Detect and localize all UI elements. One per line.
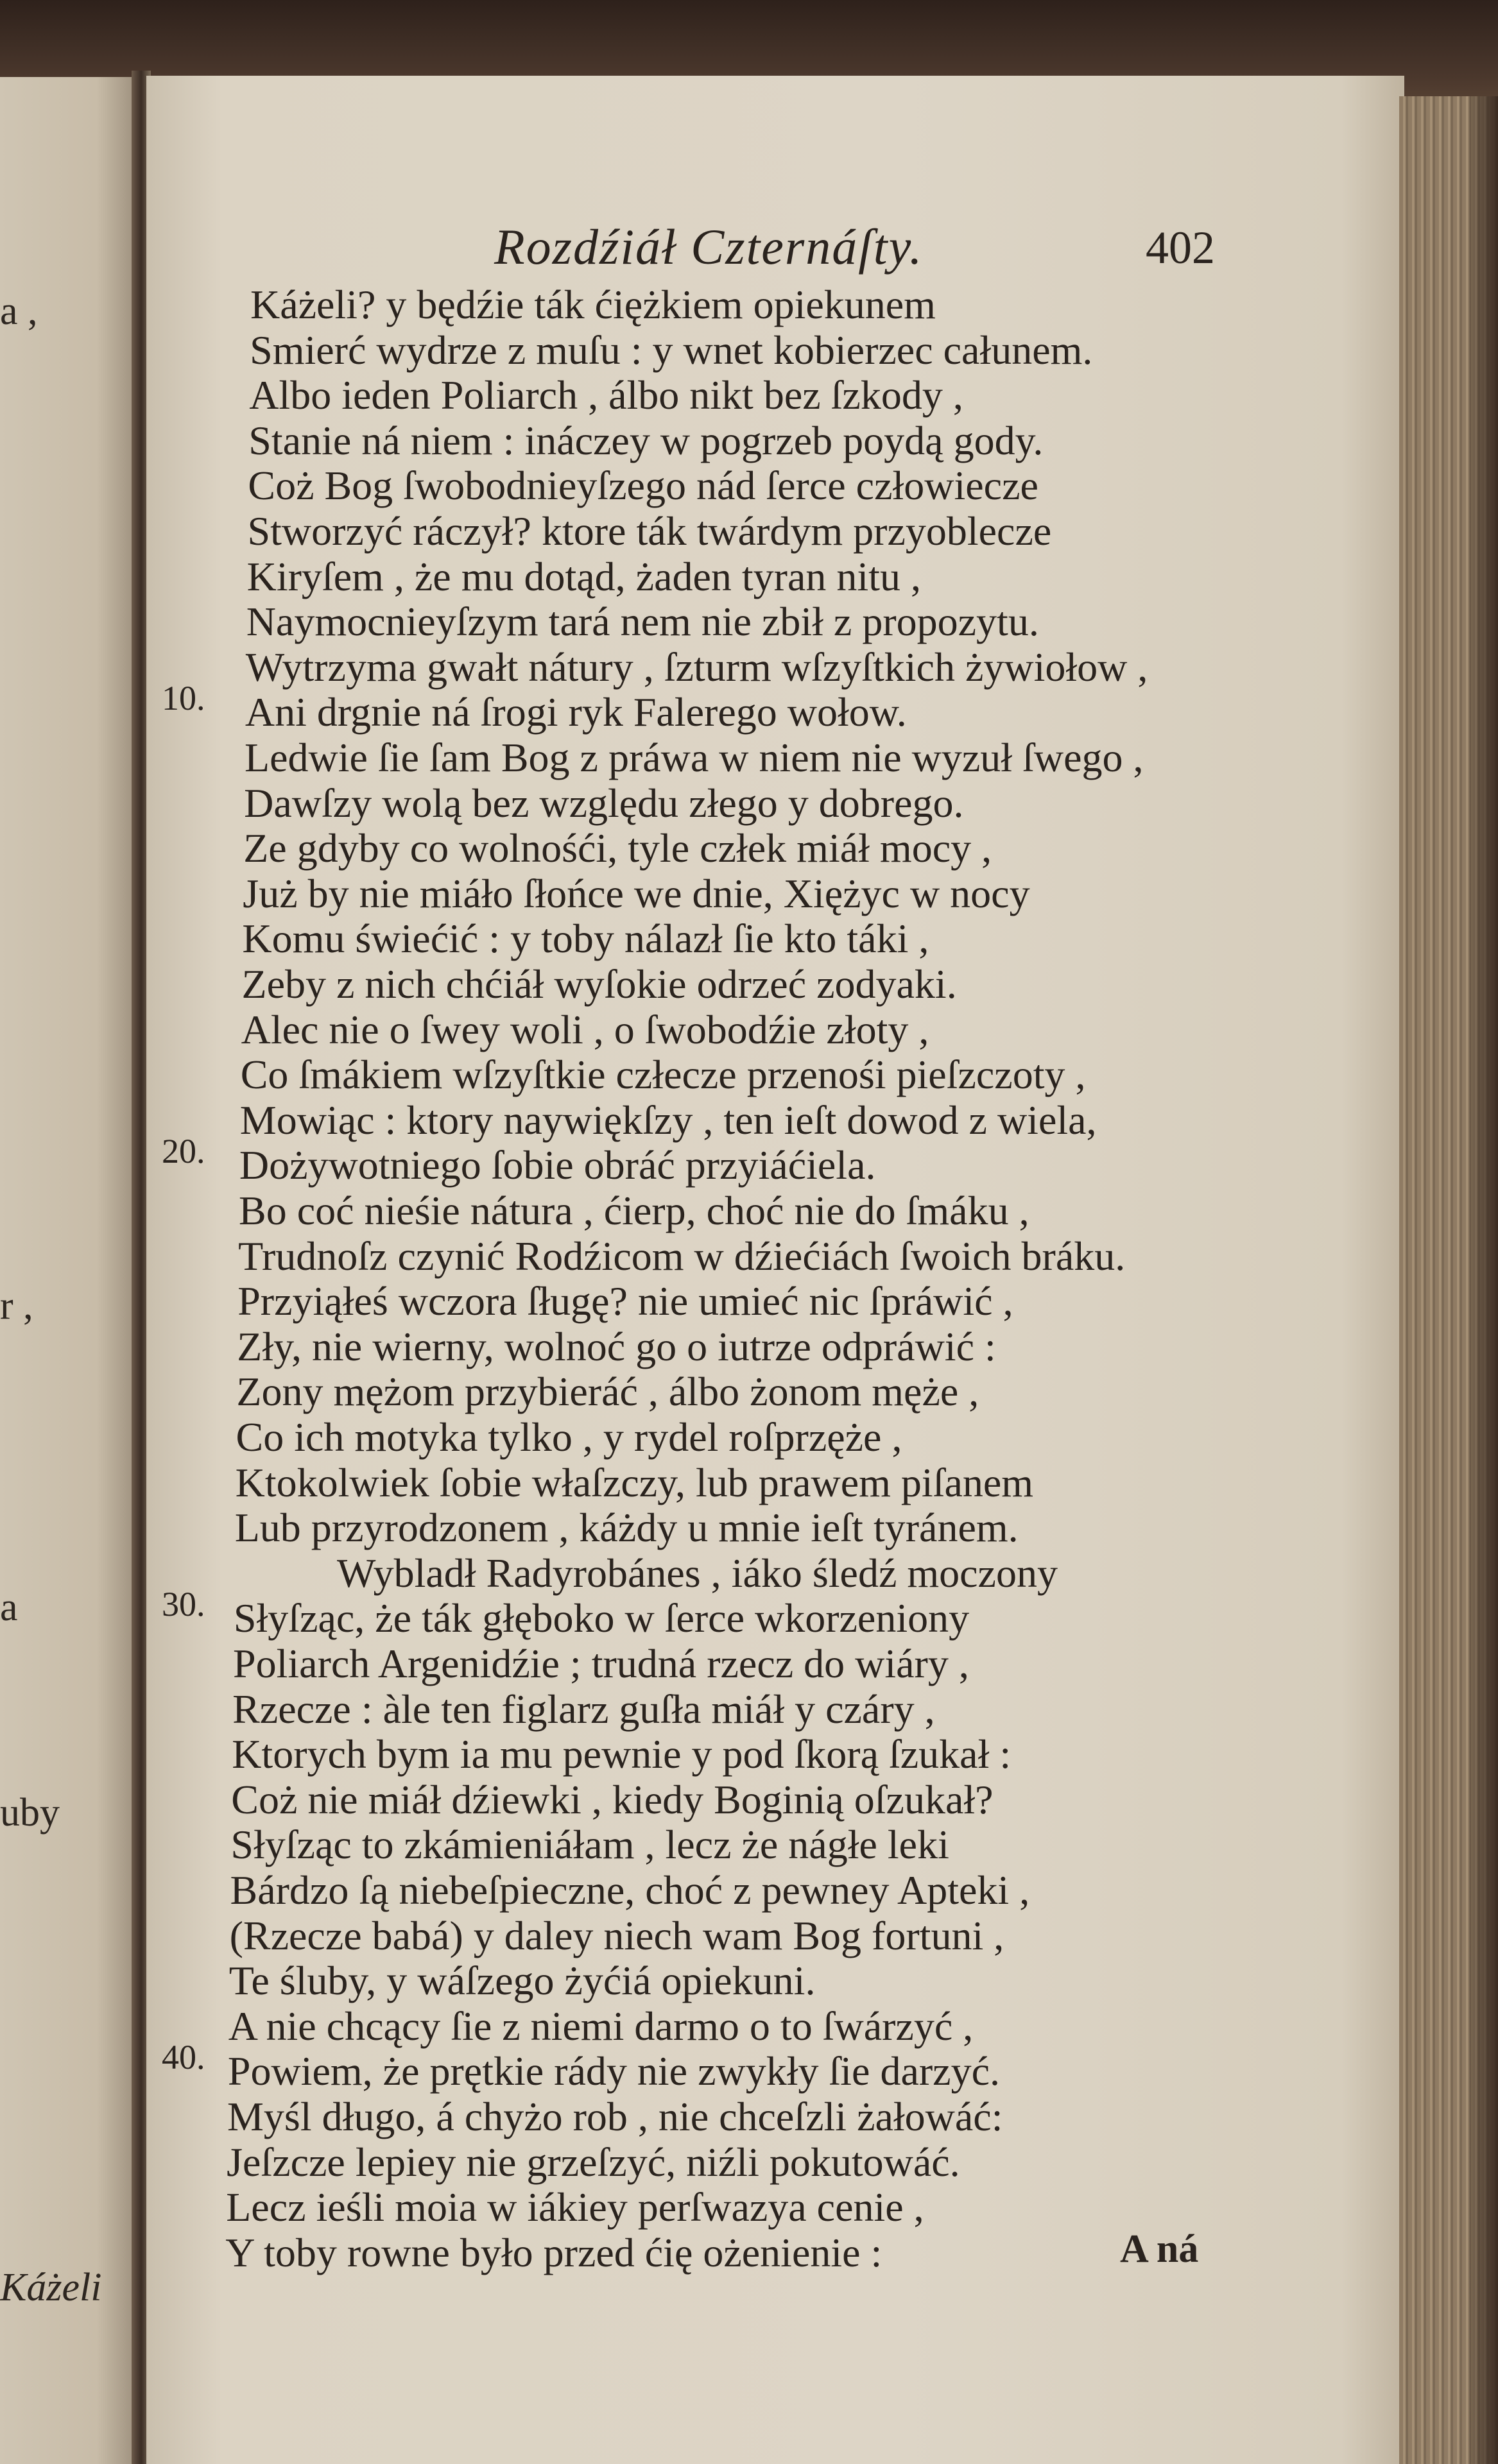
verse-line: Przyiąłeś wczora ſługę? nie umieć nic ſpráwić ,: [237, 1278, 1013, 1324]
page-number: 402: [1146, 222, 1215, 273]
verse-line: Ledwie ſie ſam Bog z práwa w niem nie wyzuł ſwego ,: [245, 735, 1144, 780]
line-number: 10.: [162, 679, 205, 718]
verse-line: Albo ieden Poliarch , álbo nikt bez ſzkody ,: [249, 372, 963, 418]
verse-line: Ze gdyby co wolnośći, tyle człek miáł mocy ,: [243, 825, 992, 871]
verse-line: Alec nie o ſwey woli , o ſwobodźie złoty ,: [241, 1006, 929, 1052]
verse-line: Y toby rowne było przed ćię ożenienie :: [225, 2229, 882, 2275]
verse-line: Dożywotniego ſobie obráć przyiáćiela.: [239, 1142, 876, 1188]
verse-line: Káżeli? y będźie ták ćiężkiem opiekunem: [250, 282, 936, 327]
verse-line: Jeſzcze lepiey nie grzeſzyć, niźli pokutowáć.: [227, 2139, 960, 2185]
verse-line: Lecz ieśli moia w iákiey perſwazya cenie ,: [226, 2184, 924, 2230]
verse-line: Co ich motyka tylko , y rydel roſprzęże ,: [236, 1414, 902, 1460]
left-page-fragment: r ,: [0, 1284, 33, 1328]
verse-line: Stanie ná niem : ináczey w pogrzeb poydą gody.: [248, 417, 1044, 463]
left-page-fragment: uby: [0, 1791, 60, 1835]
verse-line: Naymocnieyſzym tará nem nie zbił z propozytu.: [246, 599, 1039, 645]
verse-line: Rzecze : àle ten figlarz guſła miáł y czáry ,: [232, 1686, 935, 1732]
verse-line: Komu świećić : y toby nálazł ſie kto táki ,: [242, 916, 929, 962]
verse-line: Słyſząc to zkámieniáłam , lecz że nágłe leki: [230, 1822, 949, 1868]
verse-line: Bárdzo ſą niebeſpieczne, choć z pewney Apteki ,: [230, 1867, 1030, 1913]
verse-line: Ktorych bym ia mu pewnie y pod ſkorą ſzukał :: [232, 1731, 1012, 1777]
line-number: 40.: [162, 2038, 205, 2077]
verse-line: Dawſzy wolą bez względu złego y dobrego.: [244, 780, 964, 826]
verse-line: Co ſmákiem wſzyſtkie człecze przenośi pieſzczoty ,: [240, 1052, 1086, 1098]
catchword: A ná: [1120, 2227, 1199, 2271]
left-page-fragment: a: [0, 1586, 18, 1629]
verse-line: Już by nie miáło ſłońce we dnie, Xiężyc w nocy: [243, 870, 1030, 916]
line-number: 20.: [162, 1132, 205, 1171]
verse-line: Zony mężom przybieráć , álbo żonom męże ,: [236, 1369, 979, 1415]
left-page-fragment: a ,: [0, 289, 38, 333]
verse-line: Bo coć nieśie nátura , ćierp, choć nie do ſmáku ,: [239, 1188, 1029, 1233]
fore-edge-shadow: [1470, 96, 1498, 2464]
verse-line: Ani drgnie ná ſrogi ryk Falerego wołow.: [245, 689, 907, 735]
verse-line: Trudnoſz czynić Rodźicom w dźiećiách ſwoich bráku.: [238, 1233, 1126, 1279]
verse-line: Wytrzyma gwałt nátury , ſzturm wſzyſtkich żywiołow ,: [245, 644, 1148, 690]
verse-line: Coż Bog ſwobodnieyſzego nád ſerce człowiecze: [248, 463, 1038, 509]
verse-line: Słyſząc, że ták głęboko w ſerce wkorzeniony: [233, 1595, 970, 1641]
verse-line: Stworzyć ráczył? ktore ták twárdym przyoblecze: [247, 508, 1052, 554]
verse-line: Wybladł Radyrobánes , iáko śledź moczony: [337, 1550, 1058, 1596]
verse-line: Zły, nie wierny, wolnoć go o iutrze odpráwić :: [237, 1323, 996, 1369]
verse-line: Coż nie miáł dźiewki , kiedy Boginią oſzukał?: [231, 1776, 994, 1822]
verse-line: Kiryſem , że mu dotąd, żaden tyran nitu ,: [246, 553, 921, 599]
verse-line: Mowiąc : ktory naywiękſzy , ten ieſt dowod z wiela,: [239, 1097, 1097, 1143]
verse-line: Myśl długo, á chyżo rob , nie chceſzli żałowáć:: [227, 2094, 1003, 2139]
running-header: Rozdźiáł Czternáſty.: [494, 219, 924, 275]
left-page: [0, 77, 138, 2464]
line-number: 30.: [162, 1585, 205, 1624]
verse-line: Smierć wydrze z muſu : y wnet kobierzec całunem.: [250, 327, 1093, 373]
verse-line: A nie chcący ſie z niemi darmo o to ſwárzyć ,: [228, 2003, 974, 2049]
verse-line: Powiem, że prętkie rády nie zwykły ſie darzyć.: [227, 2048, 1000, 2094]
verse-line: (Rzecze babá) y daley niech wam Bog fortuni ,: [229, 1912, 1004, 1958]
left-page-fragment: Káżeli: [0, 2266, 102, 2309]
verse-line: Poliarch Argenidźie ; trudná rzecz do wiáry ,: [233, 1641, 969, 1686]
verse-line: Te śluby, y wáſzego żyćiá opiekuni.: [228, 1958, 816, 2004]
verse-line: Zeby z nich chćiáł wyſokie odrzeć zodyaki.: [241, 961, 957, 1007]
verse-line: Ktokolwiek ſobie właſzczy, lub prawem piſanem: [235, 1459, 1034, 1505]
verse-line: Lub przyrodzonem , káżdy u mnie ieſt tyránem.: [234, 1505, 1019, 1551]
